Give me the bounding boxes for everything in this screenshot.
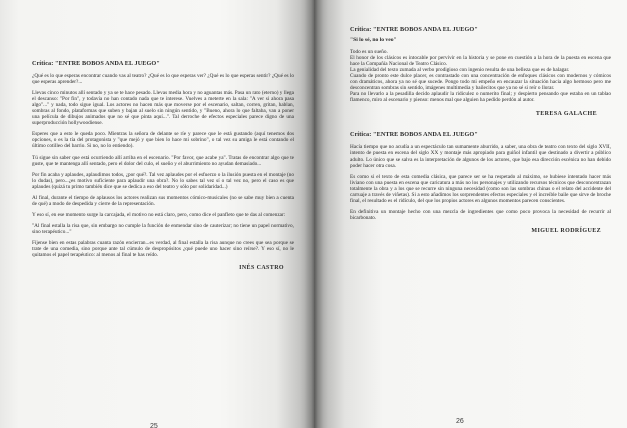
review-body: [350, 49, 611, 103]
page-number: 26: [456, 418, 464, 425]
paragraph: Es como si el texto de esta comedia clásica, que parece ser se ha respetado al máximo, se hubiese intentado hacer más liviano con una puesta en escena que caricatura a más no los personajes y utilizando recursos técnicos que desconcentrazan totalmente la obra y a los que se recurre sin ninguna necesidad (como son las sombras chinas o el relato del accidente del carruaje a través de viñetas). Si a esto añadimos los sorprendentes efectos especiales y el increíble baile que sirve de broche final, el resultado es el ridículo, del que los propios actores en algunos momentos parecen conscientes.: [350, 173, 611, 204]
paragraph: Al final, durante el tiempo de aplausos los actores realizan sus momentos cómico-musicales (no se sabe muy bien a cuenta de qué) a modo de despedida y cierre de la representación.: [32, 194, 294, 207]
author-signature: MIGUEL RODRÍGUEZ: [531, 227, 601, 234]
paragraph: Esperes que a esto le queda poco. Mientras la señora de delante se ríe y parece que le está gustando (aquí tenemos dos opciones, o es la tía del protagonista y "que mejó y que bien lo hace mi sobrino", o tal vez su amiga le está contando el último cotilleo del barrio. Si no, no lo entiendo).: [32, 131, 294, 150]
paragraph: Hacía tiempo que no acudía a un espectáculo tan sumamente aburrido, a saber, una obra de teatro con texto del siglo XVII, intento de puesta en escena del siglo XX y montaje más apropiado para guiñol infantil que destinado a divertir a público adulto. Lo único que se salva es la interpretación de algunos de los actores, que bajo esa dirección escénica no han debido poder hacer otra cosa.: [350, 144, 611, 169]
review-subtitle: "Si lo sé, no lo veo": [350, 37, 397, 43]
paragraph: Cuando de pronto este dulce placer, es contrastado con una concentración de enfoques clásicos con modernos y cómicos con dramáticos, ahora ya no sé que sucede. Pongo todo mi empeño en encauzar la situación hacia algo hermoso pero me desconcentran sombras sin sentido, imágenes multimedia y bailecitos que ya no sé si reír o llorar.: [350, 73, 611, 92]
review-body: [350, 144, 611, 221]
paragraph: Para no llevarlo a la pesadilla decido aplaudir la ridiculez o numerito final; y despierto pensando que estaba en un tablao flamenco, miro al escenario y pienso: menos mal que alguien ha pedido perdón al autor.: [350, 91, 611, 104]
review-title: Crítica: "ENTRE BOBOS ANDA EL JUEGO": [350, 26, 478, 33]
review-title: Crítica: "ENTRE BOBOS ANDA EL JUEGO": [32, 60, 160, 67]
page-number: 25: [150, 423, 158, 428]
paragraph: Llevas cinco minutos allí sentado y ya se te hace pesado. Llevas media hora y no aguantas más. Pasa un rato (eterno) y llega el descanso: "Por fin", y todavía no han contado nada que te interese. Vuelves a meterte en la sala: "A ver si ahora pasa algo"..." y nada, todo sigue igual. Los actores no hacen más que moverse por el escenario, saltan, corren, gritan, hablan, sombras al fondo, plataformas que suben y bajan al suelo sin ningún sentido, y "Bueno, ahora lo que faltaba, van a poner una película de dibujos animados que no sé que pinta aquí...". Tal derroche de efectos especiales parece digno de una superproducción hollywoodiense.: [32, 90, 294, 127]
paragraph: En definitiva un montaje hecho con una mezcla de ingredientes que como poco provoca la necesidad de recurrir al bicarbonato.: [350, 208, 611, 221]
right-page: [314, 0, 627, 428]
paragraph: Tú sigue sin saber que está ocurriendo allí arriba en el escenario. "Por favor, que acabe ya". Tratas de encontrar algo que te guste, que te mantenga allí sentado, pero el dolor del culo, el sueño y el aburrimiento no ayudan demasiado...: [32, 154, 294, 167]
author-signature: TERESA GALACHE: [535, 111, 597, 118]
paragraph: Y eso sí, en ese momento surge la carcajada, el motivo no está claro, pero, como dice el panfleto que te das al comenzar:: [32, 211, 286, 218]
paragraph: ¿Qué es lo que esperas encontrar cuando vas al teatro? ¿Qué es lo que esperas ver? ¿Qué es lo que esperas sentir? ¿Qué es lo que esperas aprender?...: [32, 73, 294, 86]
review-body: [32, 73, 294, 258]
paragraph: Todo es un sueño.: [350, 49, 388, 55]
paragraph: "Al final estalla la risa que, sin embargo no cumple la función de enmendar sino de cauterizar; no tiene un papel normativo, sino terapéutico...": [32, 222, 294, 235]
paragraph: Por fin acaba y aplaudes, aplaudimos todos, ¿por qué?. Tal vez aplaudes por el esfuerzo o la ilusión puesta en el montaje (no lo dudas), pero...¿es motivo suficiente para aplaudir una obra?. No lo sabes tal vez sí o tal vez no, pero el caso es que aplaudes (quizá tu primo también dice que se dedica a eso del teatro y sólo por solidaridad...): [32, 171, 294, 190]
paragraph: Fíjense bien en estas palabras cuanta razón encierran...es verdad, al final estalla la risa aunque no crees que sea porque se trate de una comedia, sino porque ante tal cúmulo de despropósitos ¿qué puede uno hacer sino reírse?. Y eso sí, no le quitamos el papel terapéutico: al menos al final te has reído.: [32, 239, 294, 259]
paragraph: La genialidad del texto zumada al verbo prodigioso con ingenio resulta de una belleza que es de halagar.: [350, 67, 570, 74]
review-title: Crítica: "ENTRE BOBOS ANDA EL JUEGO": [350, 131, 478, 139]
author-signature: INÉS CASTRO: [239, 265, 284, 272]
paragraph: El honor de los clásicos es intocable por pervivir en la historia y se pone en cuestión a la hora de la puesta en escena que hace la Compañía Nacional de Teatro Clásico.: [350, 55, 611, 68]
